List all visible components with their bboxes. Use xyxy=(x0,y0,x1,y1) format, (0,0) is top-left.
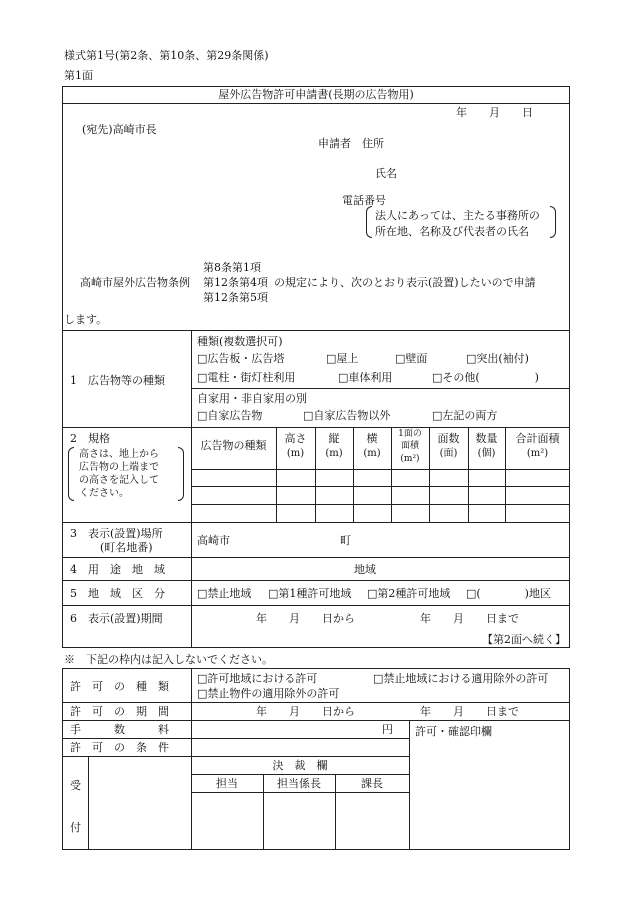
height-note-line3: の高さを記入して xyxy=(79,475,159,486)
decision-header-divider xyxy=(191,774,409,775)
applicant-address-label: 申請者 住所 xyxy=(318,137,384,150)
addressee: (宛先)高崎市長 xyxy=(82,123,157,136)
usage-heading: 自家用・非自家用の別 xyxy=(197,392,307,405)
spec-col-total-area: 合計面積 xyxy=(515,432,560,445)
decision-col-staff: 担当 xyxy=(216,777,238,790)
section3-top-border xyxy=(62,522,570,523)
office-label-divider xyxy=(191,668,192,850)
spec-col-height-unit: (m) xyxy=(286,448,305,459)
location-city: 高崎市 xyxy=(197,534,230,547)
spec-col-height: 高さ xyxy=(284,432,307,445)
stamp-column-divider xyxy=(409,720,410,850)
decision-col-chief: 担当係長 xyxy=(277,777,321,790)
article-3: 第12条第5項 xyxy=(203,291,268,304)
spec-col-type: 広告物の種類 xyxy=(200,439,267,452)
type-option-billboard[interactable]: □広告板・広告塔 xyxy=(197,352,285,365)
section4-label: 4 用 途 地 域 xyxy=(70,563,165,576)
height-note-bracket-left xyxy=(68,447,74,501)
corp-note-bracket-right xyxy=(550,206,556,238)
height-note-bracket-right xyxy=(178,447,184,501)
section2-label: 2 規格 xyxy=(70,432,110,445)
decision-label: 決 裁 欄 xyxy=(272,759,328,772)
application-date: 年 月 日 xyxy=(456,106,533,119)
fee-unit: 円 xyxy=(382,723,393,736)
office-row-divider-3 xyxy=(62,738,409,739)
spec-col-area-l1: 1面の xyxy=(398,429,422,439)
office-use-note: ※ 下記の枠内は記入しないでください。 xyxy=(64,653,273,666)
continued-note: 【第2面へ続く】 xyxy=(482,633,566,646)
types-heading: 種類(複数選択可) xyxy=(197,335,283,348)
decision-cols-divider xyxy=(191,792,409,793)
office-row-divider-4 xyxy=(62,756,409,757)
section2-top-border xyxy=(62,427,570,428)
permit-period-to: 年 月 日まで xyxy=(420,705,519,718)
section5-label: 5 地 域 区 分 xyxy=(70,587,165,600)
permit-period-label: 許 可 の 期 間 xyxy=(70,705,169,718)
spec-col-quantity: 数量 xyxy=(475,432,498,445)
applicant-name-label: 氏名 xyxy=(375,167,397,180)
permit-type-option-1[interactable]: □許可地域における許可 xyxy=(197,672,318,685)
type-option-wall[interactable]: □壁面 xyxy=(395,352,428,365)
section3-label: 3 表示(設置)場所 xyxy=(70,527,163,540)
spec-col-vertical: 縦 xyxy=(328,432,340,445)
receipt-char-2: 付 xyxy=(70,821,81,834)
form-number: 様式第1号(第2条、第10条、第29条関係) xyxy=(64,49,269,62)
section3-sublabel: (町名地番) xyxy=(100,541,153,554)
section4-top-border xyxy=(62,557,570,558)
receipt-column-divider xyxy=(88,756,89,850)
phone-label: 電話番号 xyxy=(342,194,386,207)
receipt-char-1: 受 xyxy=(70,779,81,792)
section6-top-border xyxy=(62,605,570,606)
article-1: 第8条第1項 xyxy=(203,261,261,274)
height-note-line1: 高さは、地上から xyxy=(79,449,159,460)
page-label: 第1面 xyxy=(64,69,93,82)
spec-row-divider-1 xyxy=(191,486,570,487)
period-from: 年 月 日から xyxy=(256,612,355,625)
area-option-type2[interactable]: □第2種許可地域 xyxy=(367,587,451,600)
spec-col-faces-unit: (面) xyxy=(439,448,458,459)
zoning-value: 地域 xyxy=(354,563,376,576)
usage-option-non-own[interactable]: □自家広告物以外 xyxy=(303,409,391,422)
section5-top-border xyxy=(62,580,570,581)
stamp-label: 許可・確認印欄 xyxy=(415,725,492,738)
corp-note-line1: 法人にあっては、主たる事務所の xyxy=(375,209,540,222)
section1-inner-divider xyxy=(191,388,570,389)
section1-label: 1 広告物等の種類 xyxy=(70,374,165,387)
permit-type-option-3[interactable]: □禁止物件の適用除外の許可 xyxy=(197,687,340,700)
section1-top-border xyxy=(62,330,570,331)
spec-col-horizontal: 横 xyxy=(366,432,378,445)
title-divider xyxy=(62,103,570,104)
type-option-other[interactable]: □その他( ) xyxy=(432,371,539,384)
usage-option-own[interactable]: □自家広告物 xyxy=(197,409,263,422)
permit-type-option-2[interactable]: □禁止地域における適用除外の許可 xyxy=(373,672,549,685)
request-tail: します。 xyxy=(64,313,108,326)
label-column-divider xyxy=(191,330,192,648)
permit-type-label: 許 可 の 種 類 xyxy=(70,680,169,693)
area-option-type1[interactable]: □第1種許可地域 xyxy=(268,587,352,600)
spec-col-quantity-unit: (個) xyxy=(477,448,496,459)
height-note-line2: 広告物の上端まで xyxy=(79,462,159,473)
spec-col-faces: 面数 xyxy=(437,432,460,445)
article-2: 第12条第4項 xyxy=(203,276,268,289)
ordinance-name: 高崎市屋外広告物条例 xyxy=(80,276,190,289)
form-title: 屋外広告物許可申請書(長期の広告物用) xyxy=(218,88,414,101)
decision-col-manager: 課長 xyxy=(361,777,383,790)
location-town: 町 xyxy=(340,534,351,547)
spec-col-horizontal-unit: (m) xyxy=(363,448,381,459)
office-row-divider-1 xyxy=(62,702,570,703)
section6-label: 6 表示(設置)期間 xyxy=(70,612,163,625)
request-text: の規定により、次のとおり表示(設置)したいので申請 xyxy=(274,276,536,289)
spec-col-total-area-unit: (m²) xyxy=(526,448,549,459)
spec-row-divider-2 xyxy=(191,504,570,505)
usage-option-both[interactable]: □左記の両方 xyxy=(432,409,498,422)
type-option-rooftop[interactable]: □屋上 xyxy=(326,352,359,365)
permit-period-from: 年 月 日から xyxy=(256,705,355,718)
conditions-label: 許 可 の 条 件 xyxy=(70,741,169,754)
office-row-divider-2 xyxy=(62,720,570,721)
type-option-vehicle[interactable]: □車体利用 xyxy=(338,371,393,384)
fee-label: 手 数 料 xyxy=(70,723,169,736)
spec-col-area-unit: (m²) xyxy=(400,454,420,464)
type-option-pole[interactable]: □電柱・街灯柱利用 xyxy=(197,371,296,384)
area-option-prohibited[interactable]: □禁止地域 xyxy=(197,587,252,600)
height-note-line4: ください。 xyxy=(79,488,129,499)
area-option-district[interactable]: □( )地区 xyxy=(466,587,551,600)
spec-col-area-l2: 面積 xyxy=(400,441,419,451)
corp-note-line2: 所在地、名称及び代表者の氏名 xyxy=(375,225,529,238)
spec-header-divider xyxy=(191,469,570,470)
period-to: 年 月 日まで xyxy=(420,612,519,625)
type-option-projecting[interactable]: □突出(袖付) xyxy=(466,352,529,365)
corp-note-bracket-left xyxy=(366,206,372,238)
spec-col-vertical-unit: (m) xyxy=(325,448,343,459)
